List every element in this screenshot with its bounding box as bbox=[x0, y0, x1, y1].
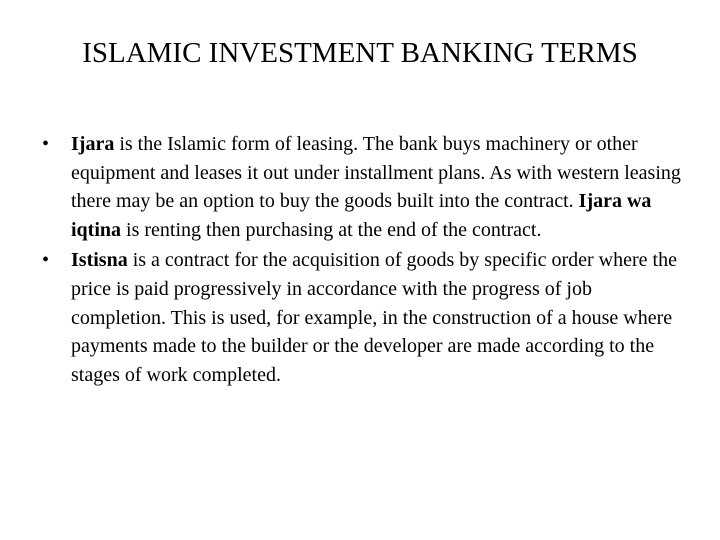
term-ijara: Ijara bbox=[71, 133, 115, 155]
slide-title: ISLAMIC INVESTMENT BANKING TERMS bbox=[82, 37, 638, 69]
bullet-list bbox=[42, 130, 682, 391]
bullet-item-ijara bbox=[42, 130, 682, 244]
bullet-text: is renting then purchasing at the end of the contract. bbox=[121, 218, 542, 241]
term-istisna: Istisna bbox=[71, 249, 128, 272]
bullet-icon: • bbox=[42, 249, 50, 272]
bullet-item-istisna bbox=[42, 246, 682, 389]
bullet-text: is the Islamic form of leasing. The bank buys machinery or other equipment and leases it out under installment plans. As with western leasing there may be an option to buy the goods built into the contract. bbox=[71, 133, 681, 213]
term-ijara-wa-iqtina: Ijara wa iqtina bbox=[71, 190, 652, 241]
bullet-text: is a contract for the acquisition of goods by specific order where the price is paid progressively in accordance with the progress of job completion. This is used, for example, in the construction of a house where payments made to the builder or the developer are made according to the stages of work completed. bbox=[71, 249, 677, 386]
bullet-icon: • bbox=[42, 133, 50, 155]
